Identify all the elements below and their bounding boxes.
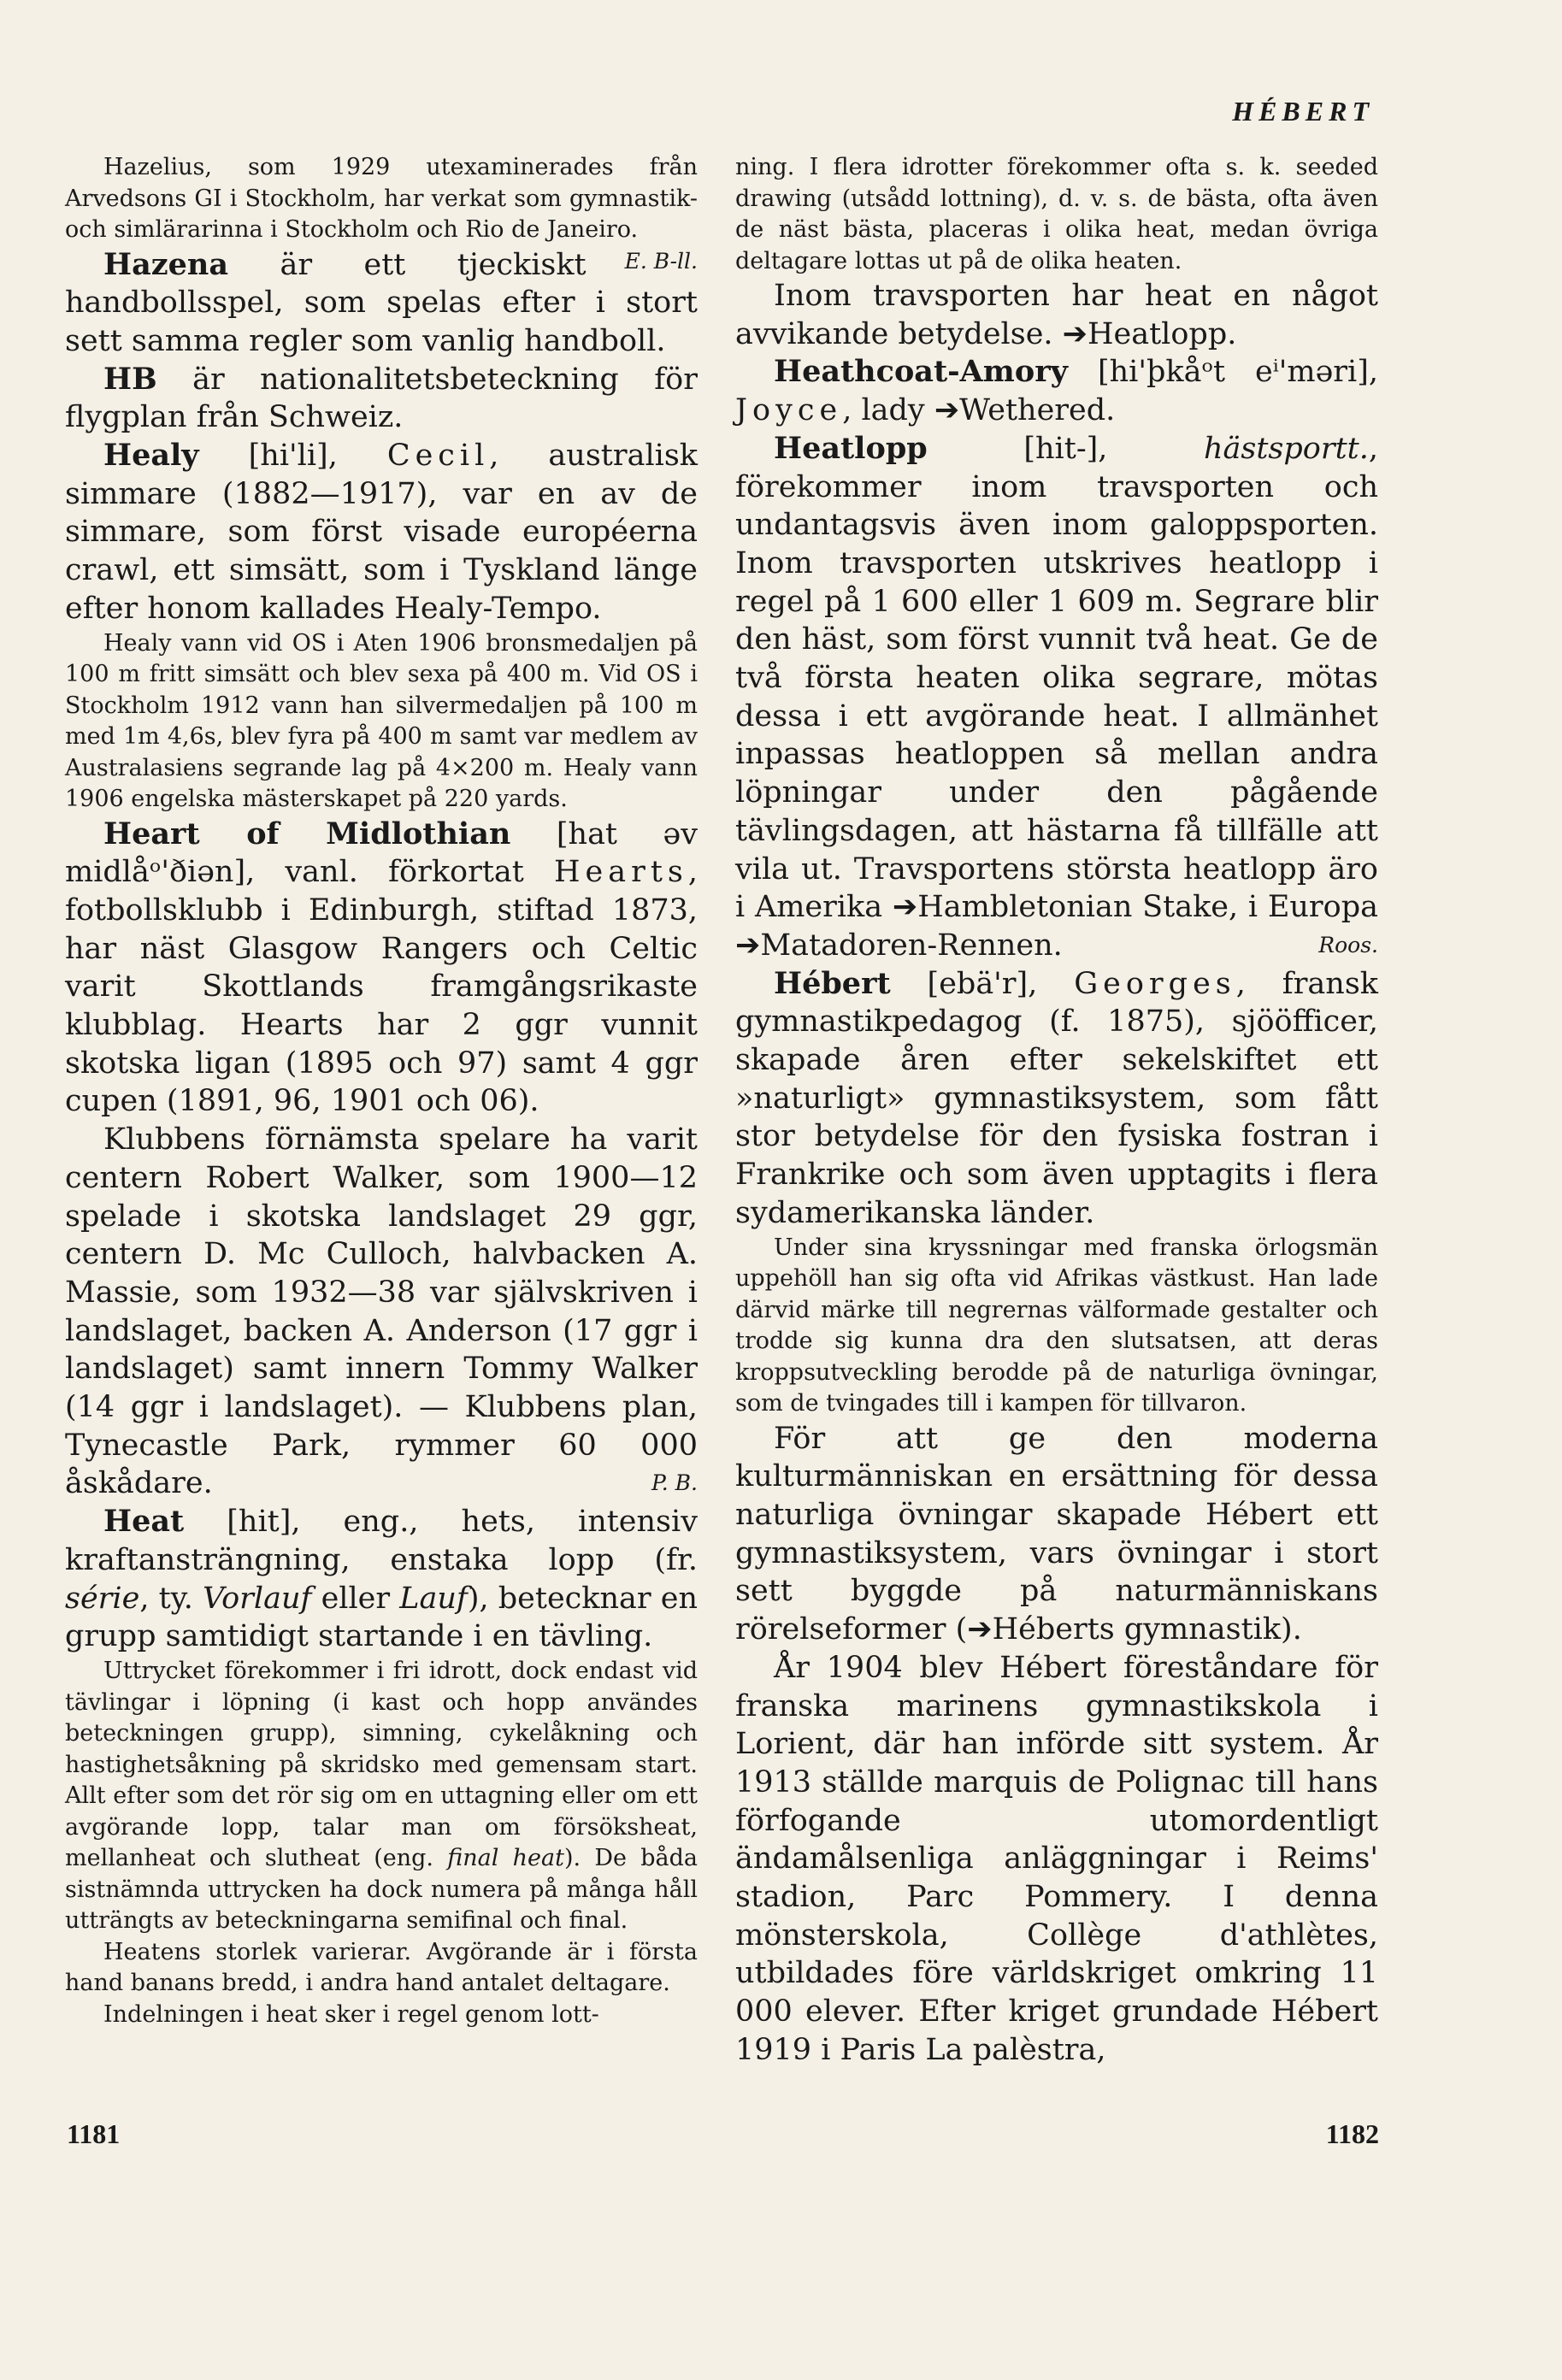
entry-hb: HB är nationalitetsbeteckning för flygplan från Schweiz. (65, 361, 698, 435)
entry-heatlopp: Heatlopp [hit-], hästsportt., förekommer inom travsporten och undantagsvis även inom galoppsporten. Inom travsporten utskrives heatlopp i regel på 1 600 eller 1 609 m. Segrare blir den häst, som först vunnit två heat. Ge de två första heaten olika segrare, mötas dessa i ett avgörande heat. I allmänhet inpassas heatloppen så mellan andra löpningar under den pågående tävlingsdagen, att hästarna få tillfälle att vila ut. Travsportens största heatlopp äro i Amerika ➔Hambletonian Stake, i Europa ➔Matadoren-Rennen. Roos. (735, 430, 1378, 965)
heatlopp-signature: Roos. (1318, 932, 1378, 957)
headword-heatlopp: Heatlopp (774, 430, 928, 466)
page-number-left: 1181 (67, 2118, 121, 2149)
right-column (735, 152, 1378, 2070)
heat-detail-2: Heatens storlek varierar. Avgörande är i första hand banans bredd, i andra hand antalet deltagare. (65, 1938, 698, 1996)
heart-detail: Klubbens förnämsta spelare ha varit centern Robert Walker, som 1900—12 spelade i skotska landslaget 29 ggr, centern D. Mc Culloch, halvbacken A. Massie, som 1932—38 var självskriven i landslaget, backen A. Anderson (17 ggr i landslaget) samt innern Tommy Walker (14 ggr i landslaget). — Klubbens plan, Tynecastle Park, rymmer 60 000 åskådare. P. B. (65, 1121, 698, 1503)
heart-signature: P. B. (651, 1470, 698, 1496)
heat-detail-1: Uttrycket förekommer i fri idrott, dock endast vid tävlingar i löpning (i kast och hopp användes beteckningen grupp), simning, cykelåkning och hastighetsåkning på skridsko med gemensam start. Allt efter som det rör sig om en uttagning eller om ett avgörande lopp, talar man om försöksheat, mellanheat och slutheat (eng. final heat). De båda sistnämnda uttrycken ha dock numera på många håll utträngts av beteckningarna semifinal och final. (65, 1658, 698, 1934)
headword-heathcoat-amory: Heathcoat-Amory (774, 354, 1068, 390)
heat-detail-continued: ning. I flera idrotter förekommer ofta s. k. seeded drawing (utsådd lottning), d. v. s. de bästa, ofta även de näst bästa, placeras i olika heat, medan övriga deltagare lottas ut på de olika heaten. (735, 154, 1378, 274)
page-number-right: 1182 (1325, 2118, 1379, 2149)
entry-hazena: Hazena är ett tjeckiskt handbollsspel, som spelas efter i stort sett samma regler som vanlig handboll. (65, 246, 698, 358)
heat-detail-3: Indelningen i heat sker i regel genom lott- (103, 2000, 599, 2028)
hebert-paragraph-2: För att ge den moderna kulturmänniskan en ersättning för dessa naturliga övningar skapade Hébert ett gymnastiksystem, vars övningar i stort sett byggde på naturmänniskans rörelseformer (➔Héberts gymnastik). (735, 1421, 1378, 1647)
hazelius-signature: E. B-ll. (624, 248, 698, 274)
hebert-detail: Under sina kryssningar med franska örlogsmän uppehöll han sig ofta vid Afrikas västkust. Han lade därvid märke till negrernas välformade gestalter och trodde sig kunna dra den slutsatsen, att deras kroppsutveckling berodde på de naturliga övningar, som de tvingades till i kampen för tillvaron. (735, 1234, 1378, 1417)
healy-detail: Healy vann vid OS i Aten 1906 bronsmedaljen på 100 m fritt simsätt och blev sexa på 400 m. Vid OS i Stockholm 1912 vann han silvermedaljen på 100 m med 1m 4,6s, blev fyra på 400 m samt var medlem av Australasiens segrande lag på 4×200 m. Healy vann 1906 engelska mästerskapet på 220 yards. (65, 629, 698, 813)
headword-heart-of-midlothian: Heart of Midlothian (103, 816, 511, 851)
entry-heart-of-midlothian: Heart of Midlothian [hat əv midlåᵒ'ðiən], vanl. förkortat Hearts, fotbollsklubb i Edinburgh, stiftad 1873, har näst Glasgow Rangers och Celtic varit Skottlands framgångsrikaste klubblag. Hearts har 2 ggr vunnit skotska ligan (1895 och 97) samt 4 ggr cupen (1891, 96, 1901 och 06). (65, 816, 698, 1119)
hebert-paragraph-3: År 1904 blev Hébert föreståndare för franska marinens gymnastikskola i Lorient, där han införde sitt system. År 1913 ställde marquis de Polignac till hans förfogande utomordentligt ändamålsenliga anläggningar i Reims' stadion, Parc Pommery. I denna mönsterskola, Collège d'athlètes, utbildades före världskriget omkring 11 000 elever. Efter kriget grundade Hébert 1919 i Paris La palèstra, (735, 1650, 1378, 2067)
heat-travsport: Inom travsporten har heat en något avvikande betydelse. ➔Heatlopp. (735, 279, 1378, 351)
headword-heat: Heat (103, 1504, 185, 1540)
entry-heat: Heat [hit], eng., hets, intensiv kraftansträngning, enstaka lopp (fr. série, ty. Vorlauf eller Lauf), betecknar en grupp samtidigt startande i en tävling. (65, 1504, 698, 1654)
hazelius-text: Hazelius, som 1929 utexaminerades från Arvedsons GI i Stockholm, har verkat som gymnastik- och simlärarinna i Stockholm och Rio de Janeiro. E. B-ll. (65, 152, 698, 246)
headword-hazena: Hazena (103, 246, 229, 282)
headword-healy: Healy (103, 438, 199, 474)
running-head: HÉBERT (1232, 96, 1374, 127)
headword-hb: HB (103, 361, 157, 397)
entry-healy: Healy [hi'li], Cecil, australisk simmare (1882—1917), var en av de simmare, som först visade européerna crawl, ett simsätt, som i Tyskland länge efter honom kallades Healy-Tempo. (65, 438, 698, 626)
entry-hebert: Hébert [ebä'r], Georges, fransk gymnastikpedagog (f. 1875), sjööfficer, skapade åren efter sekelskiftet ett »naturligt» gymnastiksystem, som fått stor betydelse för den fysiska fostran i Frankrike och som även upptagits i flera sydamerikanska länder. (735, 965, 1378, 1230)
left-column (65, 152, 698, 2030)
entry-heathcoat-amory: Heathcoat-Amory [hi'þkåᵒt eⁱ'məri], Joyce, lady ➔Wethered. (735, 354, 1378, 428)
headword-hebert: Hébert (774, 965, 891, 1001)
